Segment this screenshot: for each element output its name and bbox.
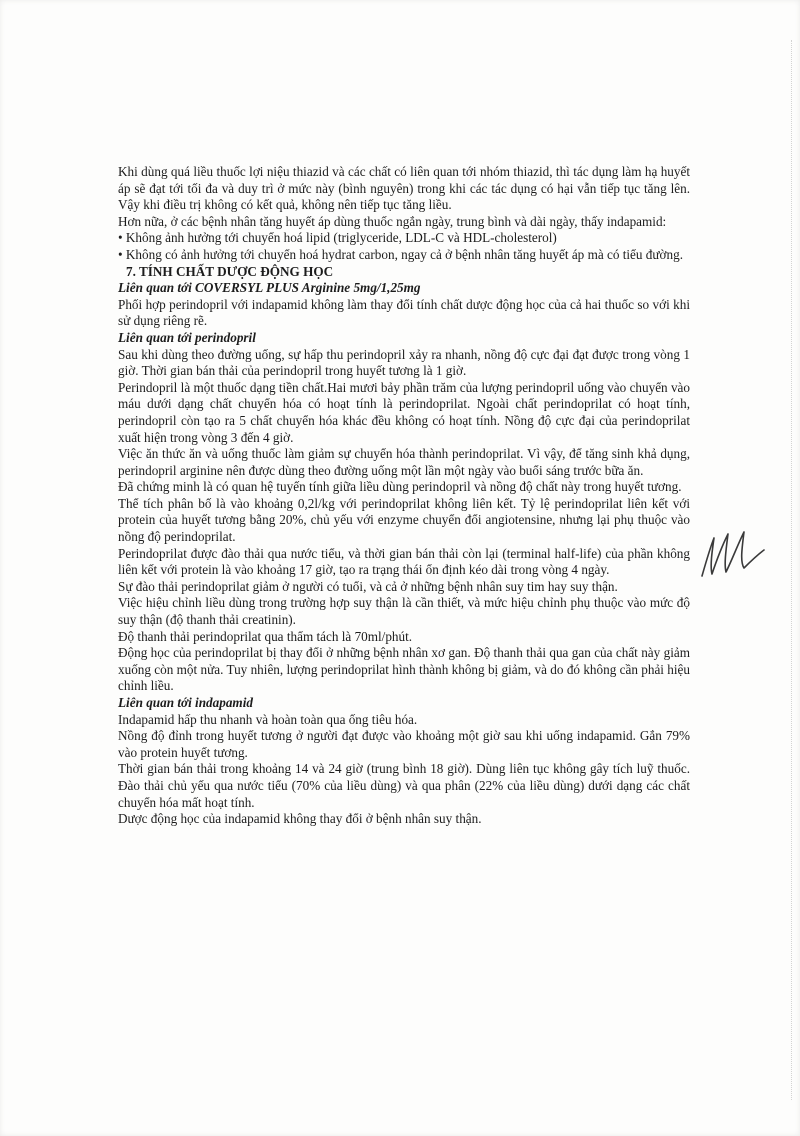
perindopril-paragraph-10: Động học của perindoprilat bị thay đổi ở những bệnh nhân xơ gan. Độ thanh thải qua gan của chất này giảm xuống còn một nửa. Tuy nhiên, lượng perindoprilat hình thành không bị giảm, và do đó không cần phải hiệu chỉnh liều. [118, 645, 690, 694]
perindopril-paragraph-7: Sự đào thải perindoprilat giảm ở người có tuổi, và cả ở những bệnh nhân suy tim hay suy thận. [118, 578, 618, 594]
metabolic-intro-paragraph: Hơn nữa, ở các bệnh nhân tăng huyết áp dùng thuốc ngắn ngày, trung bình và dài ngày, thấy indapamid: [118, 213, 667, 229]
perindopril-paragraph-6: Perindoprilat được đào thải qua nước tiểu, và thời gian bán thải còn lại (terminal half-life) của phần không liên kết với protein là vào khoảng 17 giờ, tạo ra trạng thái ổn định kéo dài trong vòng 4 ngày. [118, 545, 690, 578]
perindopril-paragraph-2: Perindopril là một thuốc dạng tiền chất.Hai mươi bảy phần trăm của lượng perindopril uống vào chuyển vào máu dưới dạng chất chuyển hóa có hoạt tính là perindoprilat. Ngoài chất perindoprilat có hoạt tính, perindopril còn tạo ra 5 chất chuyển hóa khác đều không có hoạt tính. Nồng độ cực đại của perindoprilat xuất hiện trong vòng 3 đến 4 giờ. [118, 379, 690, 445]
document-body [118, 164, 690, 828]
overdose-paragraph: Khi dùng quá liều thuốc lợi niệu thiazid và các chất có liên quan tới nhóm thiazid, thì tác dụng làm hạ huyết áp sẽ đạt tới tối đa và duy trì ở mức này (bình nguyên) trong khi các tác dụng có hại vẫn tiếp tục tăng lên. Vậy khi điều trị không có kết quả, không nên tiếp tục tăng liều. [118, 164, 690, 213]
perindopril-paragraph-5: Thể tích phân bố là vào khoảng 0,2l/kg với perindoprilat không liên kết. Tỷ lệ perindoprilat liên kết với protein của huyết tương bằng 20%, chủ yếu với enzyme chuyển đổi angiotensine, nhưng lại phụ thuộc vào nồng độ perindoprilat. [118, 495, 690, 545]
indapamid-paragraph-4: Dược động học của indapamid không thay đổi ở bệnh nhân suy thận. [118, 811, 482, 827]
perindopril-paragraph-3: Việc ăn thức ăn và uống thuốc làm giảm sự chuyển hóa thành perindoprilat. Vì vậy, để tăng sinh khả dụng, perindopril arginine nên được dùng theo đường uống một lần một ngày vào buổi sáng trước bữa ăn. [118, 446, 690, 478]
handwritten-signature [696, 522, 768, 582]
indapamid-paragraph-1: Indapamid hấp thu nhanh và hoàn toàn qua ống tiêu hóa. [118, 711, 418, 727]
perindopril-paragraph-9: Độ thanh thải perindoprilat qua thẩm tách là 70ml/phút. [118, 628, 413, 644]
indapamid-paragraph-2: Nồng độ đỉnh trong huyết tương ở người đạt được vào khoảng một giờ sau khi uống indapamid. Gắn 79% vào protein huyết tương. [118, 728, 690, 760]
subheading-indapamid: Liên quan tới indapamid [118, 695, 253, 710]
perindopril-paragraph-1: Sau khi dùng theo đường uống, sự hấp thu perindopril xảy ra nhanh, nồng độ cực đại đạt được trong vòng 1 giờ. Thời gian bán thải của perindopril trong huyết tương là 1 giờ. [118, 346, 690, 379]
subheading-perindopril: Liên quan tới perindopril [118, 329, 256, 345]
combination-paragraph: Phối hợp perindopril với indapamid không làm thay đổi tính chất dược động học của cả hai thuốc so với khi sử dụng riêng rẽ. [118, 296, 690, 329]
scan-edge [781, 40, 792, 1100]
subheading-combination: Liên quan tới COVERSYL PLUS Arginine 5mg/1,25mg [118, 280, 421, 296]
bullet-lipid: • Không ảnh hưởng tới chuyển hoá lipid (triglyceride, LDL-C và HDL-cholesterol) [118, 230, 557, 246]
indapamid-paragraph-3: Thời gian bán thải trong khoảng 14 và 24 giờ (trung bình 18 giờ). Dùng liên tục không gây tích luỹ thuốc. Đào thải chủ yếu qua nước tiểu (70% của liều dùng) và qua phân (22% của liều dùng) dưới dạng các chất chuyển hóa mất hoạt tính. [118, 761, 690, 810]
section-7-heading: 7. TÍNH CHẤT DƯỢC ĐỘNG HỌC [126, 263, 334, 279]
bullet-carbohydrate: • Không có ảnh hưởng tới chuyển hoá hydrat carbon, ngay cả ở bệnh nhân tăng huyết áp mà có tiểu đường. [118, 246, 683, 262]
perindopril-paragraph-4: Đã chứng minh là có quan hệ tuyến tính giữa liều dùng perindopril và nồng độ chất này trong huyết tương. [118, 479, 682, 495]
perindopril-paragraph-8: Việc hiệu chỉnh liều dùng trong trường hợp suy thận là cần thiết, và mức hiệu chỉnh phụ thuộc vào mức độ suy thận (độ thanh thải creatinin). [118, 595, 690, 628]
